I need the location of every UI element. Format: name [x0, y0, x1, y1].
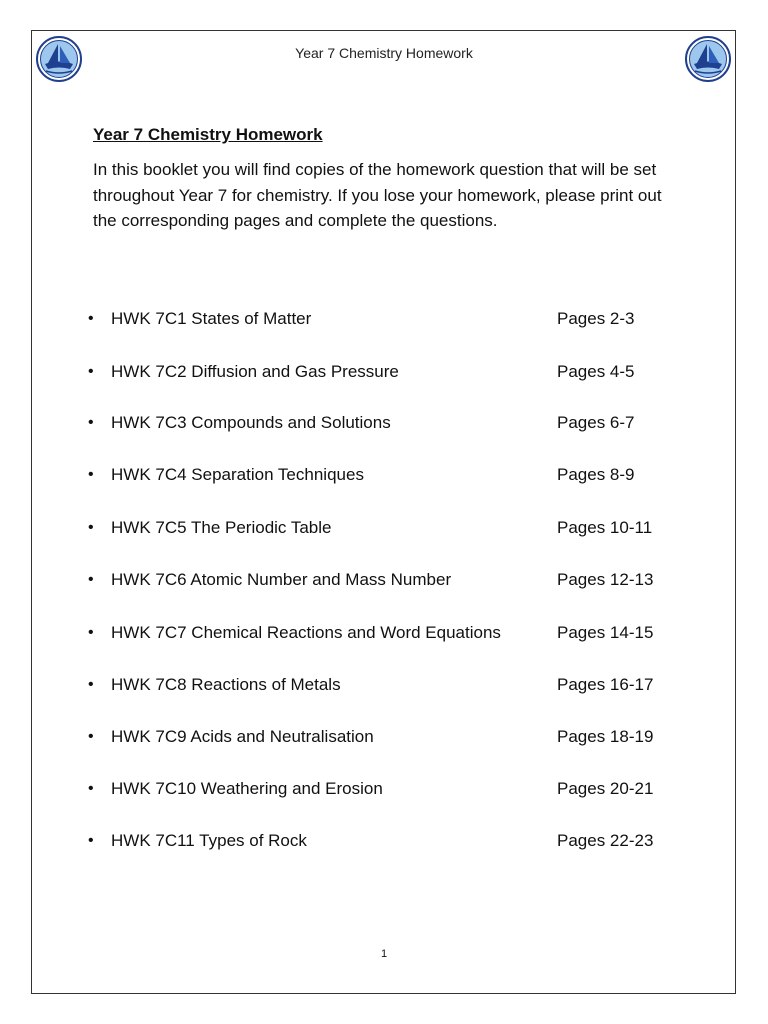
homework-pages: Pages 6-7 [557, 413, 635, 432]
bullet-icon: • [88, 310, 94, 327]
homework-title: HWK 7C2 Diffusion and Gas Pressure [111, 362, 399, 381]
homework-title: HWK 7C6 Atomic Number and Mass Number [111, 570, 452, 589]
bullet-icon: • [88, 519, 94, 536]
homework-title: HWK 7C3 Compounds and Solutions [111, 413, 391, 432]
homework-pages: Pages 12-13 [557, 570, 654, 589]
page-title: Year 7 Chemistry Homework [93, 125, 323, 144]
list-item [88, 307, 678, 331]
homework-pages: Pages 16-17 [557, 675, 654, 694]
bullet-icon: • [88, 466, 94, 483]
homework-pages: Pages 14-15 [557, 623, 654, 642]
list-item [88, 621, 678, 645]
list-item [88, 516, 678, 540]
homework-pages: Pages 20-21 [557, 779, 654, 798]
homework-title: HWK 7C9 Acids and Neutralisation [111, 727, 374, 746]
bullet-icon: • [88, 624, 94, 641]
homework-pages: Pages 2-3 [557, 309, 635, 328]
page-number: 1 [380, 948, 388, 960]
bullet-icon: • [88, 363, 94, 380]
homework-title: HWK 7C7 Chemical Reactions and Word Equations [111, 623, 501, 642]
list-item [88, 725, 678, 749]
bullet-icon: • [88, 832, 94, 849]
list-item [88, 463, 678, 487]
homework-pages: Pages 18-19 [557, 727, 654, 746]
bullet-icon: • [88, 414, 94, 431]
bullet-icon: • [88, 571, 94, 588]
homework-title: HWK 7C8 Reactions of Metals [111, 675, 341, 694]
homework-title: HWK 7C1 States of Matter [111, 309, 312, 328]
homework-title: HWK 7C4 Separation Techniques [111, 465, 364, 484]
homework-pages: Pages 22-23 [557, 831, 654, 850]
homework-title: HWK 7C10 Weathering and Erosion [111, 779, 383, 798]
bullet-icon: • [88, 780, 94, 797]
homework-pages: Pages 4-5 [557, 362, 635, 381]
intro-paragraph: In this booklet you will find copies of the homework question that will be set throughout Year 7 for chemistry. If you lose your homework, please print out the corresponding pages and complete the questions. [93, 160, 662, 230]
list-item [88, 829, 678, 853]
page-header: Year 7 Chemistry Homework [295, 45, 473, 61]
bullet-icon: • [88, 676, 94, 693]
list-item [88, 777, 678, 801]
list-item [88, 568, 678, 592]
homework-pages: Pages 10-11 [557, 518, 653, 537]
homework-title: HWK 7C5 The Periodic Table [111, 518, 332, 537]
homework-title: HWK 7C11 Types of Rock [111, 831, 307, 850]
list-item [88, 673, 678, 697]
list-item [88, 411, 678, 435]
homework-pages: Pages 8-9 [557, 465, 635, 484]
list-item [88, 360, 678, 384]
bullet-icon: • [88, 728, 94, 745]
